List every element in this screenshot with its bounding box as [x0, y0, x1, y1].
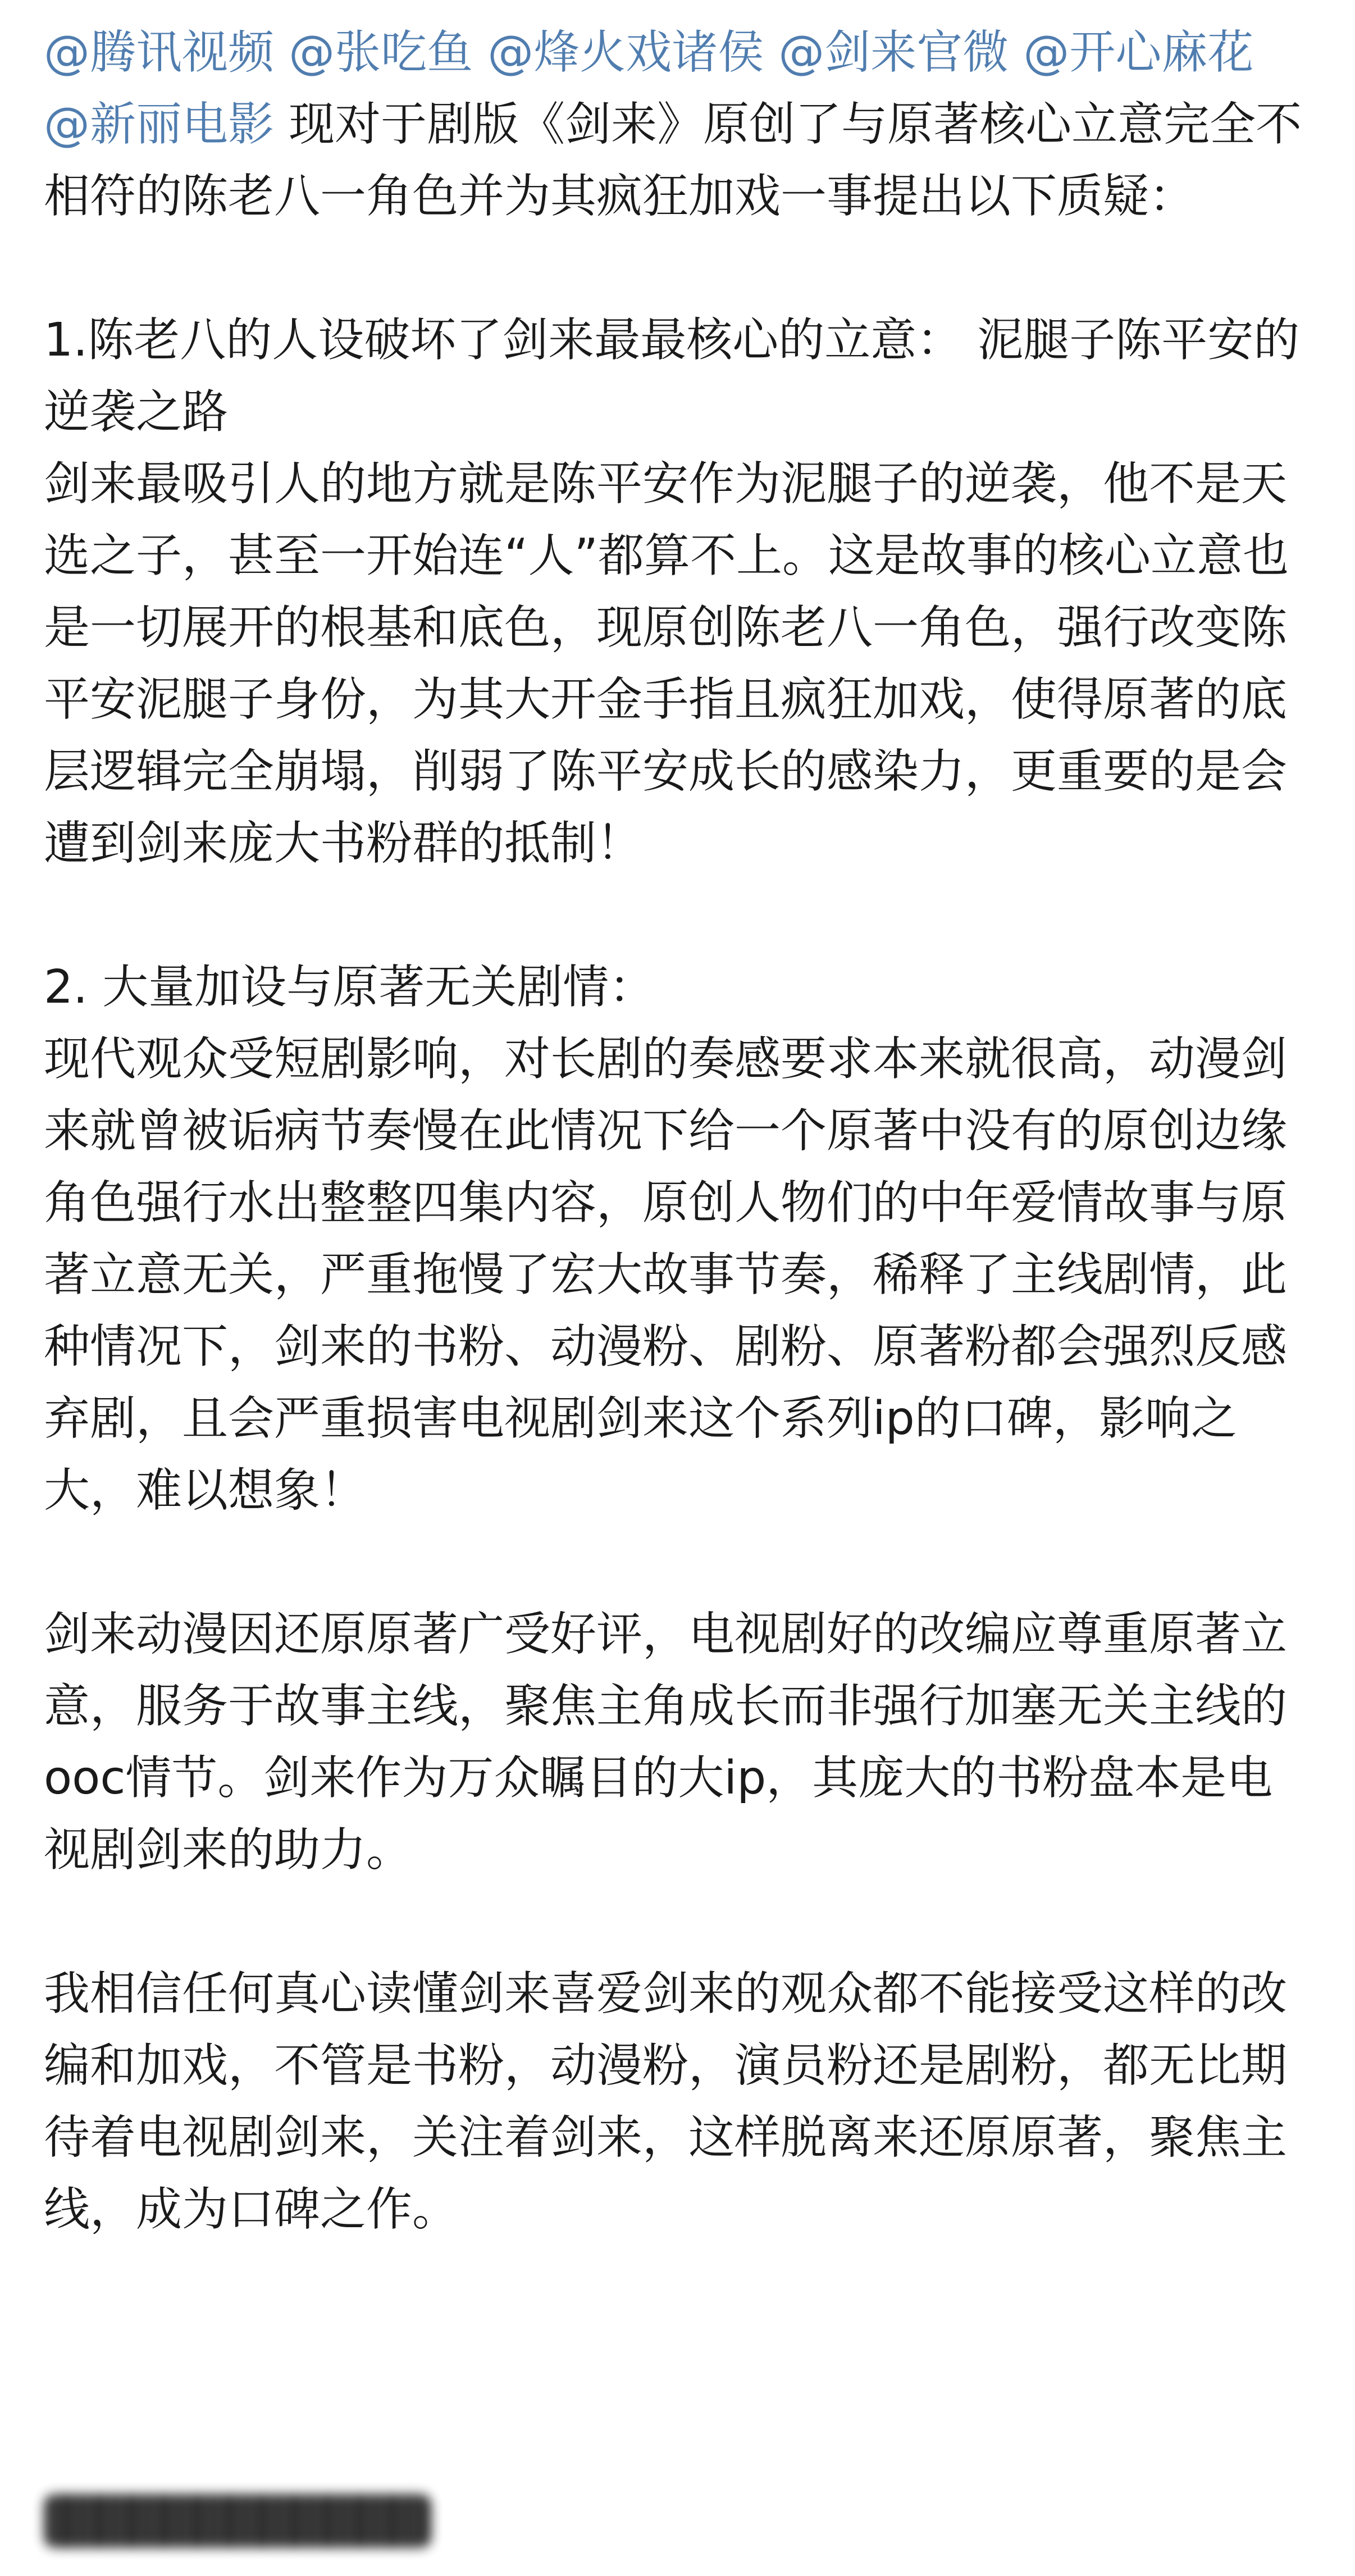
mention-xinli-film[interactable]: @新丽电影: [44, 98, 275, 151]
point2-title: 2. 大量加设与原著无关剧情：: [44, 961, 655, 1014]
paragraph-4: 我相信任何真心读懂剑来喜爱剑来的观众都不能接受这样的改编和加戏，不管是书粉，动漫粉，演员粉还是剧粉，都无比期待着电视剧剑来，关注着剑来，这样脱离来还原原著，聚焦主线，成为口碑之作。: [44, 1967, 1288, 2236]
mention-zhang-chi-yu[interactable]: @张吃鱼: [289, 26, 473, 79]
point1-body: 剑来最吸引人的地方就是陈平安作为泥腿子的逆袭，他不是天选之子，甚至一开始连“人”都算不上。这是故事的核心立意也是一切展开的根基和底色，现原创陈老八一角色，强行改变陈平安泥腿子身份，为其大开金手指且疯狂加戏，使得原著的底层逻辑完全崩塌，削弱了陈平安成长的感染力，更重要的是会遭到剑来庞大书粉群的抵制！: [44, 457, 1289, 870]
mention-fenghuo-xi-zhuhou[interactable]: @烽火戏诸侯: [487, 26, 764, 79]
mention-tencent-video[interactable]: @腾讯视频: [44, 26, 275, 79]
mention-jianlai-official[interactable]: @剑来官微: [778, 26, 1009, 79]
paragraph-3: 剑来动漫因还原原著广受好评，电视剧好的改编应尊重原著立意，服务于故事主线，聚焦主角成长而非强行加塞无关主线的ooc情节。剑来作为万众瞩目的大ip，其庞大的书粉盘本是电视剧剑来的助力。: [44, 1608, 1288, 1877]
point2-body: 现代观众受短剧影响，对长剧的奏感要求本来就很高，动漫剑来就曾被诟病节奏慢在此情况下给一个原著中没有的原创边缘角色强行水出整整四集内容，原创人物们的中年爱情故事与原著立意无关，严重拖慢了宏大故事节奏，稀释了主线剧情，此种情况下，剑来的书粉、动漫粉、剧粉、原著粉都会强烈反感弃剧，且会严重损害电视剧剑来这个系列ip的口碑，影响之大，难以想象！: [44, 1032, 1288, 1517]
intro-text: 现对于剧版《剑来》原创了与原著核心立意完全不相符的陈老八一角色并为其疯狂加戏一事提出以下质疑：: [44, 98, 1302, 223]
redacted-signature: [44, 2494, 431, 2548]
intro-paragraph: [44, 17, 1313, 233]
point1-title: 1.陈老八的人设破坏了剑来最最核心的立意： 泥腿子陈平安的逆袭之路: [44, 313, 1300, 439]
post-body: [44, 17, 1313, 2318]
mention-kaixin-mahua[interactable]: @开心麻花: [1023, 26, 1254, 79]
